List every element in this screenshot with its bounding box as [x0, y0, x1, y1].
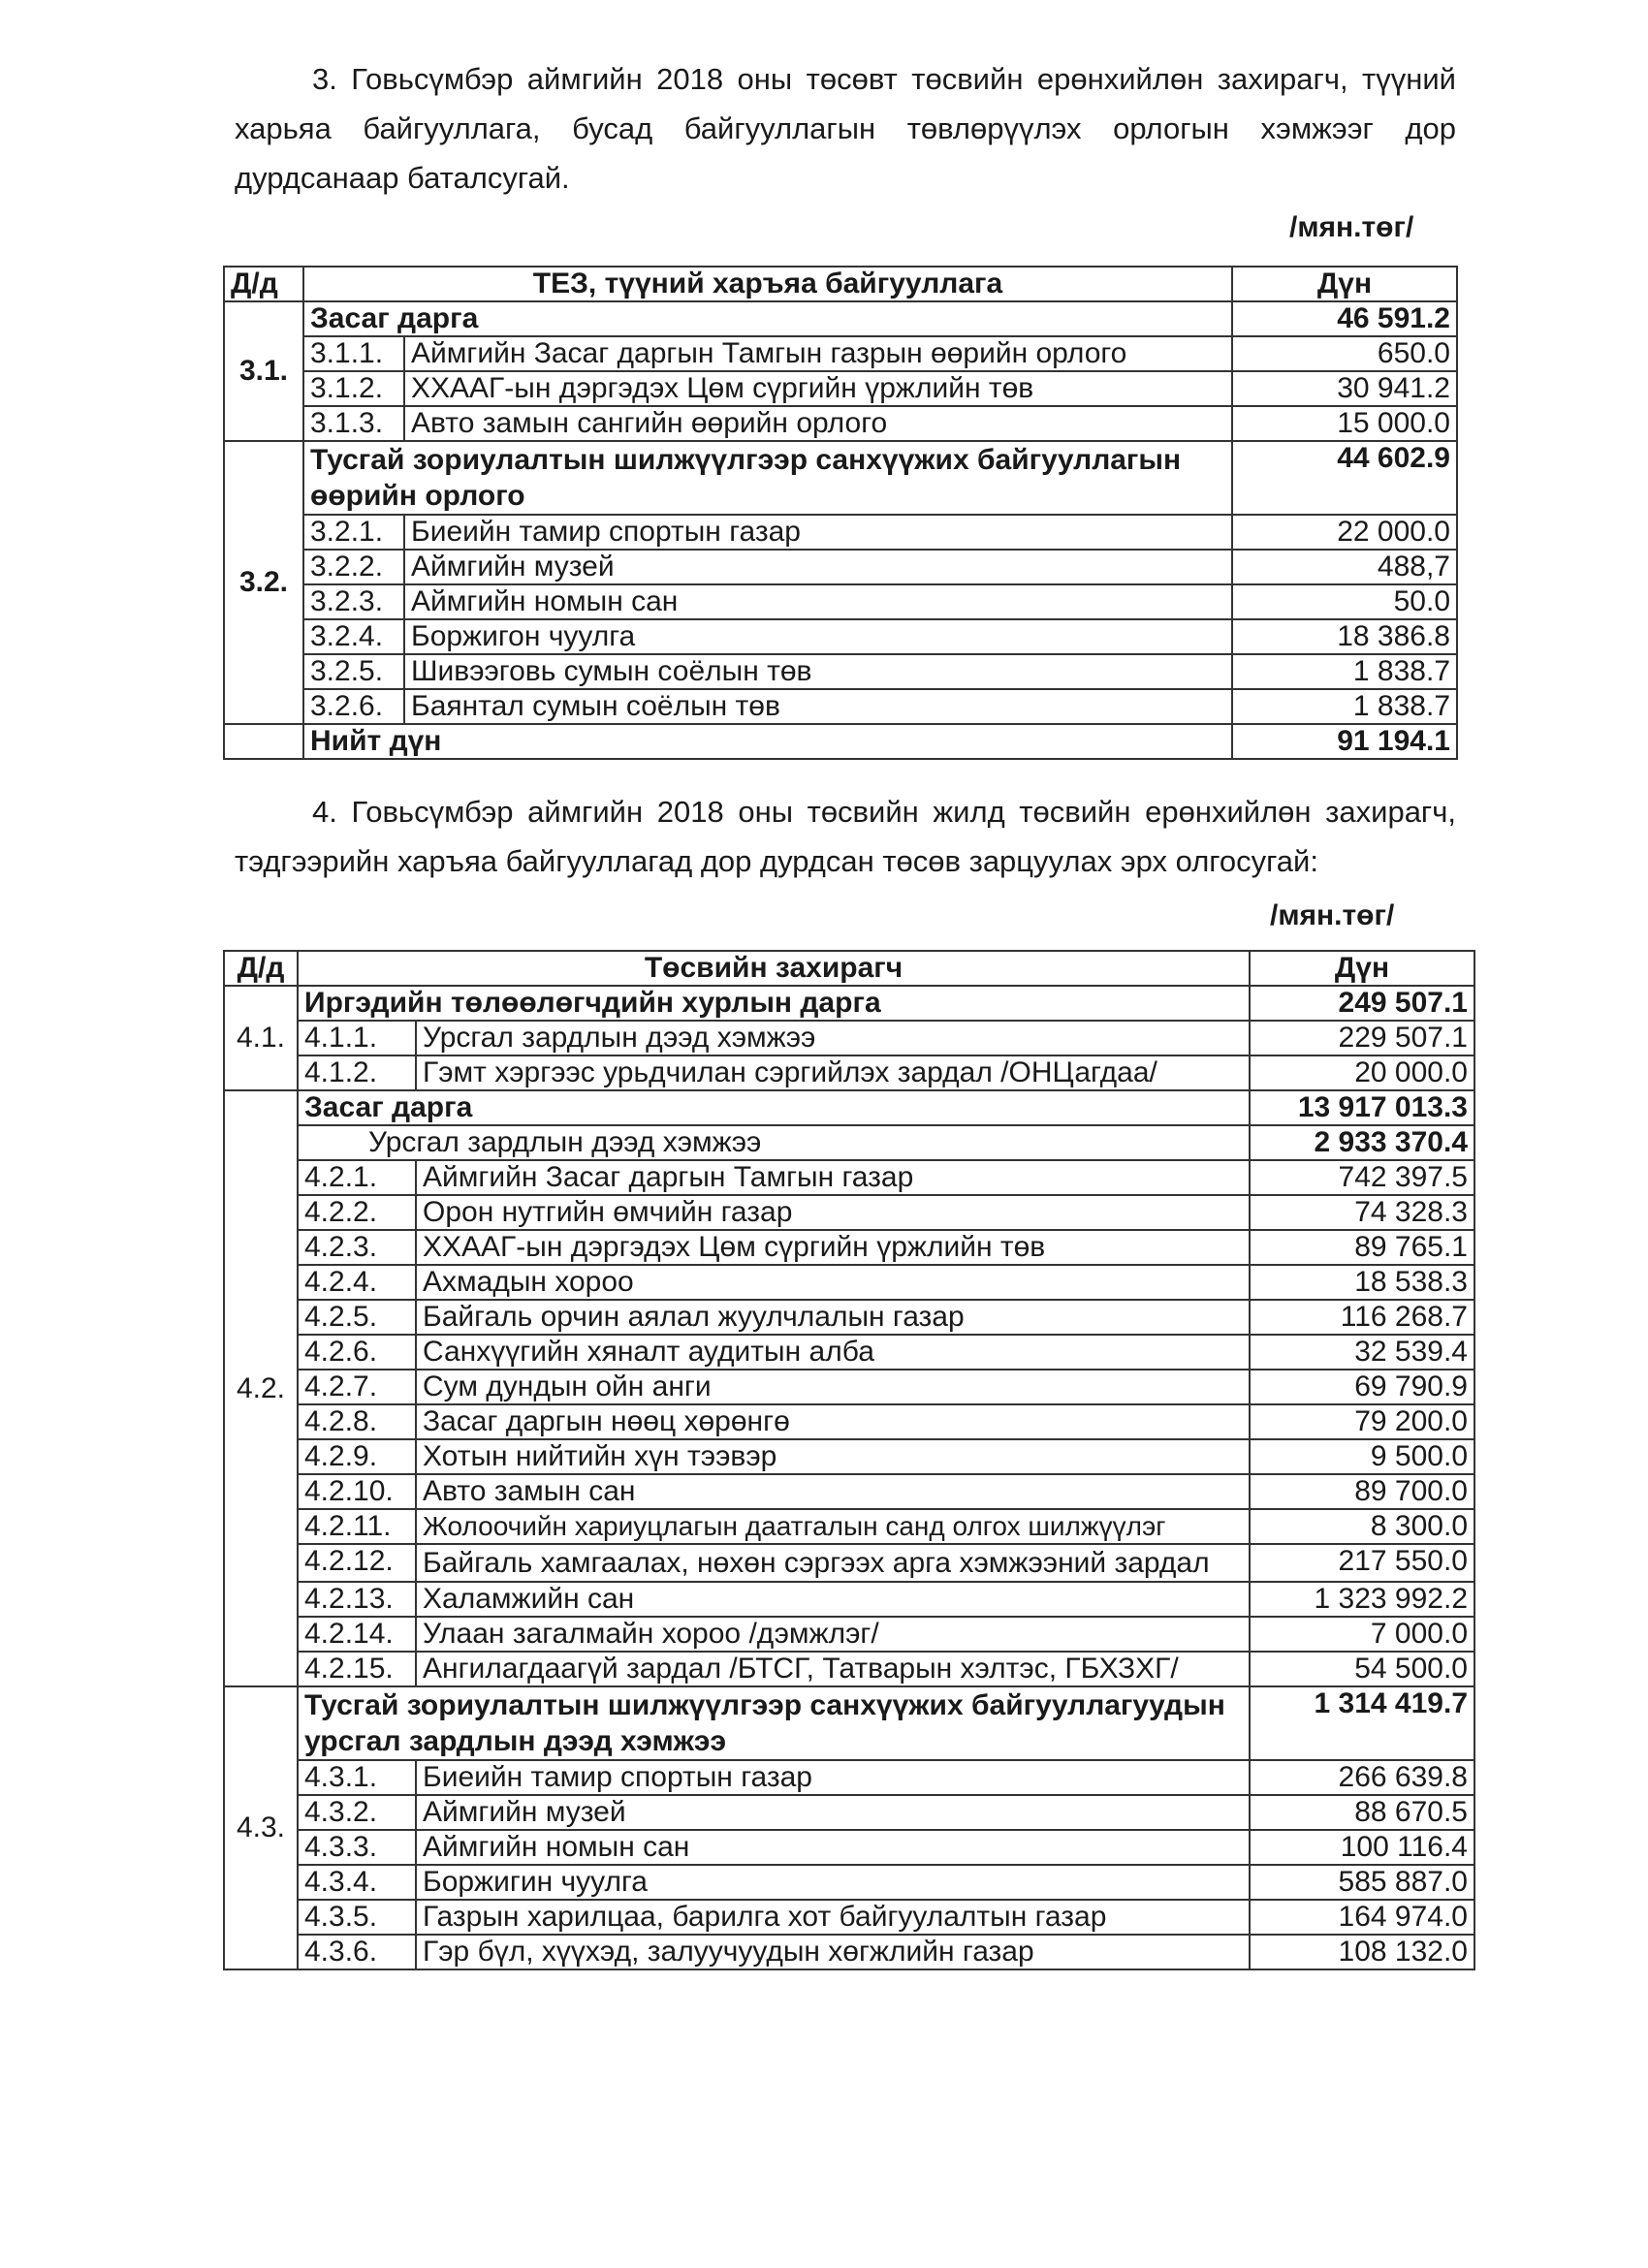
row-name: Орон нутгийн өмчийн газар [416, 1195, 1250, 1230]
row-code: 3.2.6. [303, 689, 404, 724]
total-empty-cell [224, 724, 303, 759]
row-code: 4.3.6. [298, 1935, 416, 1969]
row-name: Санхүүгийн хяналт аудитын алба [416, 1335, 1250, 1370]
row-code: 4.2.5. [298, 1300, 416, 1335]
row-name: Байгаль хамгаалах, нөхөн сэргээх арга хэмжээний зардал [416, 1544, 1250, 1582]
spending-table [223, 950, 1475, 1970]
row-code: 4.2.7. [298, 1370, 416, 1404]
table-row [224, 371, 1457, 406]
group-total: 46 591.2 [1232, 301, 1457, 336]
row-code: 3.2.4. [303, 619, 404, 654]
table-row [224, 584, 1457, 619]
row-value: 22 000.0 [1232, 515, 1457, 550]
table-row [224, 1935, 1474, 1969]
group-code: 4.3. [224, 1686, 298, 1969]
group-row [224, 986, 1474, 1021]
row-code: 4.1.2. [298, 1055, 416, 1090]
row-value: 89 700.0 [1250, 1474, 1474, 1509]
table-row [224, 654, 1457, 689]
row-name: Ангилагдаагүй зардал /БТСГ, Татварын хэлтэс, ГБХЗХГ/ [416, 1652, 1250, 1686]
row-name: Халамжийн сан [416, 1582, 1250, 1617]
group-code: 4.2. [224, 1090, 298, 1686]
row-value: 650.0 [1232, 336, 1457, 371]
subgroup-row [224, 1125, 1474, 1160]
total-row [224, 724, 1457, 759]
row-name: Ахмадын хороо [416, 1265, 1250, 1300]
paragraph-4 [235, 787, 1456, 886]
row-code: 3.2.5. [303, 654, 404, 689]
table-row [224, 1582, 1474, 1617]
table-row [224, 1865, 1474, 1900]
table-row [224, 1404, 1474, 1439]
row-name: Боржигин чуулга [416, 1865, 1250, 1900]
group-row [224, 301, 1457, 336]
row-code: 4.1.1. [298, 1021, 416, 1055]
income-table [223, 266, 1458, 760]
row-code: 4.3.1. [298, 1760, 416, 1795]
table-row [224, 1230, 1474, 1265]
table-row [224, 1900, 1474, 1935]
row-value: 50.0 [1232, 584, 1457, 619]
row-value: 742 397.5 [1250, 1160, 1474, 1195]
row-code: 3.2.1. [303, 515, 404, 550]
row-name: Аймгийн номын сан [404, 584, 1232, 619]
row-value: 9 500.0 [1250, 1439, 1474, 1474]
row-value: 54 500.0 [1250, 1652, 1474, 1686]
table-row [224, 1300, 1474, 1335]
row-value: 488,7 [1232, 550, 1457, 584]
col-header-manager: Төсвийн захирагч [298, 951, 1250, 986]
row-code: 4.2.12. [298, 1544, 416, 1582]
row-value: 15 000.0 [1232, 406, 1457, 441]
col-header-org: ТЕЗ, түүний харъяа байгууллага [303, 267, 1232, 301]
row-code: 3.2.2. [303, 550, 404, 584]
row-name: Урсгал зардлын дээд хэмжээ [416, 1021, 1250, 1055]
group-title: Засаг дарга [298, 1090, 1250, 1125]
row-name: Засаг даргын нөөц хөрөнгө [416, 1404, 1250, 1439]
row-code: 4.2.6. [298, 1335, 416, 1370]
row-name: Улаан загалмайн хороо /дэмжлэг/ [416, 1617, 1250, 1652]
total-label: Нийт дүн [303, 724, 1232, 759]
row-value: 88 670.5 [1250, 1795, 1474, 1830]
row-code: 4.2.13. [298, 1582, 416, 1617]
row-name: Авто замын сангийн өөрийн орлого [404, 406, 1232, 441]
row-value: 74 328.3 [1250, 1195, 1474, 1230]
row-name: Газрын харилцаа, барилга хот байгуулалтын газар [416, 1900, 1250, 1935]
table-row [224, 515, 1457, 550]
row-code: 4.2.1. [298, 1160, 416, 1195]
row-value: 108 132.0 [1250, 1935, 1474, 1969]
row-value: 585 887.0 [1250, 1865, 1474, 1900]
row-name: Гэмт хэргээс урьдчилан сэргийлэх зардал /ОНЦагдаа/ [416, 1055, 1250, 1090]
row-value: 164 974.0 [1250, 1900, 1474, 1935]
table-row [224, 1370, 1474, 1404]
row-value: 1 323 992.2 [1250, 1582, 1474, 1617]
row-value: 1 838.7 [1232, 689, 1457, 724]
row-value: 18 386.8 [1232, 619, 1457, 654]
row-name: Биеийн тамир спортын газар [416, 1760, 1250, 1795]
row-value: 1 838.7 [1232, 654, 1457, 689]
row-name: Аймгийн номын сан [416, 1830, 1250, 1865]
row-code: 4.2.2. [298, 1195, 416, 1230]
row-value: 30 941.2 [1232, 371, 1457, 406]
table-row [224, 1021, 1474, 1055]
group-code: 4.1. [224, 986, 298, 1090]
group-total: 13 917 013.3 [1250, 1090, 1474, 1125]
unit-label-3: /мян.төг/ [1289, 211, 1414, 243]
row-name: Сум дундын ойн анги [416, 1370, 1250, 1404]
group-title: Тусгай зориулалтын шилжүүлгээр санхүүжих байгууллагуудын урсгал зардлын дээд хэмжээ [298, 1686, 1250, 1760]
table-header-row [224, 951, 1474, 986]
row-name: Шивээговь сумын соёлын төв [404, 654, 1232, 689]
row-code: 4.3.5. [298, 1900, 416, 1935]
table-row [224, 1474, 1474, 1509]
row-name: ХХААГ-ын дэргэдэх Цөм сүргийн үржлийн төв [404, 371, 1232, 406]
row-name: Аймгийн музей [416, 1795, 1250, 1830]
total-value: 91 194.1 [1232, 724, 1457, 759]
subgroup-title: Урсгал зардлын дээд хэмжээ [298, 1125, 1250, 1160]
row-code: 4.2.8. [298, 1404, 416, 1439]
table-row [224, 1509, 1474, 1544]
table-row [224, 689, 1457, 724]
table-row [224, 1160, 1474, 1195]
group-row [224, 1090, 1474, 1125]
table-header-row [224, 267, 1457, 301]
unit-label-4: /мян.төг/ [1270, 899, 1395, 931]
row-name: Аймгийн Засаг даргын Тамгын газар [416, 1160, 1250, 1195]
row-value: 217 550.0 [1250, 1544, 1474, 1582]
table-row [224, 406, 1457, 441]
table-row [224, 550, 1457, 584]
row-name: Байгаль орчин аялал жуулчлалын газар [416, 1300, 1250, 1335]
group-total: 44 602.9 [1232, 441, 1457, 515]
table-row [224, 1055, 1474, 1090]
row-name: Жолоочийн хариуцлагын даатгалын санд олгох шилжүүлэг [416, 1509, 1250, 1544]
table-row [224, 1652, 1474, 1686]
table-row [224, 1439, 1474, 1474]
row-code: 3.1.3. [303, 406, 404, 441]
group-code: 3.1. [224, 301, 303, 441]
row-code: 3.1.2. [303, 371, 404, 406]
row-value: 229 507.1 [1250, 1021, 1474, 1055]
table-row [224, 1265, 1474, 1300]
group-total: 1 314 419.7 [1250, 1686, 1474, 1760]
row-code: 4.2.14. [298, 1617, 416, 1652]
row-name: Гэр бүл, хүүхэд, залуучуудын хөгжлийн газар [416, 1935, 1250, 1969]
table-row [224, 1335, 1474, 1370]
table-row [224, 1195, 1474, 1230]
row-name: Биеийн тамир спортын газар [404, 515, 1232, 550]
col-header-amount: Дүн [1250, 951, 1474, 986]
paragraph-3-text: 3. Говьсүмбэр аймгийн 2018 оны төсөвт төсвийн ерөнхийлөн захирагч, түүний харьяа байгууллага, бусад байгууллагын төвлөрүүлэх орлогын хэмжээг дор дурдсанаар баталсугай. [235, 62, 1456, 195]
row-code: 3.1.1. [303, 336, 404, 371]
table-row [224, 619, 1457, 654]
row-code: 3.2.3. [303, 584, 404, 619]
row-value: 100 116.4 [1250, 1830, 1474, 1865]
table-row [224, 1617, 1474, 1652]
row-name: Боржигон чуулга [404, 619, 1232, 654]
row-code: 4.2.15. [298, 1652, 416, 1686]
row-code: 4.2.11. [298, 1509, 416, 1544]
row-name: Хотын нийтийн хүн тээвэр [416, 1439, 1250, 1474]
group-total: 249 507.1 [1250, 986, 1474, 1021]
row-code: 4.2.4. [298, 1265, 416, 1300]
table-row [224, 1795, 1474, 1830]
subgroup-total: 2 933 370.4 [1250, 1125, 1474, 1160]
table-row [224, 1830, 1474, 1865]
col-header-amount: Дүн [1232, 267, 1457, 301]
row-code: 4.3.4. [298, 1865, 416, 1900]
row-code: 4.2.9. [298, 1439, 416, 1474]
row-value: 266 639.8 [1250, 1760, 1474, 1795]
row-value: 32 539.4 [1250, 1335, 1474, 1370]
table-row [224, 1544, 1474, 1582]
group-row [224, 1686, 1474, 1760]
paragraph-4-text: 4. Говьсүмбэр аймгийн 2018 оны төсвийн жилд төсвийн ерөнхийлөн захирагч, тэдгээрийн харъяа байгууллагад дор дурдсан төсөв зарцуулах эрх олгосугай: [235, 795, 1456, 878]
row-value: 18 538.3 [1250, 1265, 1474, 1300]
row-code: 4.3.2. [298, 1795, 416, 1830]
group-title: Иргэдийн төлөөлөгчдийн хурлын дарга [298, 986, 1250, 1021]
group-title: Засаг дарга [303, 301, 1232, 336]
row-value: 89 765.1 [1250, 1230, 1474, 1265]
col-header-no: Д/д [224, 267, 303, 301]
row-value: 69 790.9 [1250, 1370, 1474, 1404]
col-header-no: Д/д [224, 951, 298, 986]
group-code: 3.2. [224, 441, 303, 724]
group-title: Тусгай зориулалтын шилжүүлгээр санхүүжих байгууллагын өөрийн орлого [303, 441, 1232, 515]
row-name: Авто замын сан [416, 1474, 1250, 1509]
row-name: Аймгийн музей [404, 550, 1232, 584]
row-code: 4.2.10. [298, 1474, 416, 1509]
table-row [224, 1760, 1474, 1795]
row-value: 20 000.0 [1250, 1055, 1474, 1090]
row-value: 116 268.7 [1250, 1300, 1474, 1335]
row-code: 4.3.3. [298, 1830, 416, 1865]
row-value: 79 200.0 [1250, 1404, 1474, 1439]
row-name: Баянтал сумын соёлын төв [404, 689, 1232, 724]
row-name: ХХААГ-ын дэргэдэх Цөм сүргийн үржлийн төв [416, 1230, 1250, 1265]
row-value: 8 300.0 [1250, 1509, 1474, 1544]
paragraph-3 [235, 54, 1456, 203]
row-value: 7 000.0 [1250, 1617, 1474, 1652]
group-row [224, 441, 1457, 515]
table-row [224, 336, 1457, 371]
row-name: Аймгийн Засаг даргын Тамгын газрын өөрийн орлого [404, 336, 1232, 371]
row-code: 4.2.3. [298, 1230, 416, 1265]
